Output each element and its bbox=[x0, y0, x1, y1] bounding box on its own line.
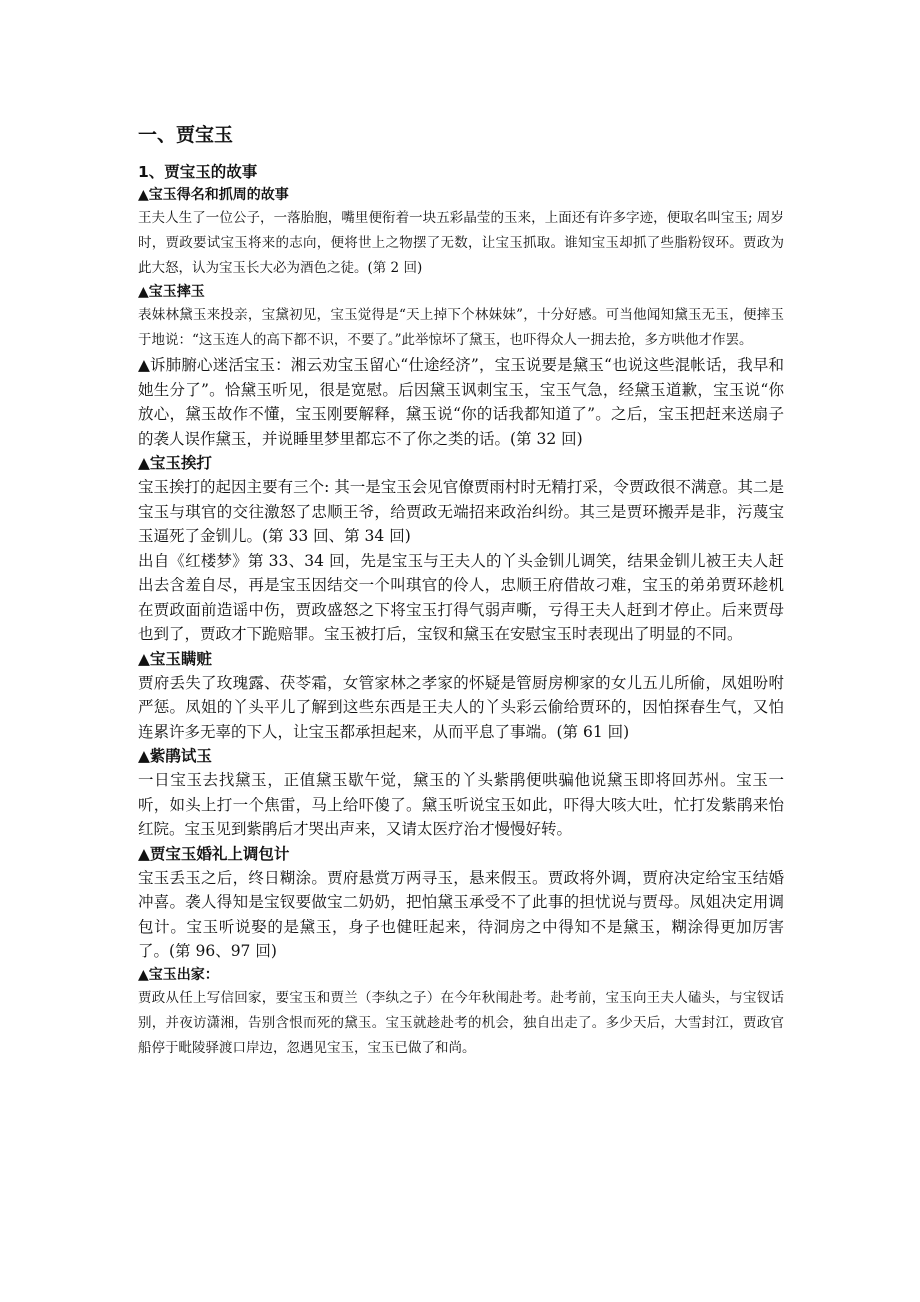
paragraph-wedding-switch: 宝玉丢玉之后，终日糊涂。贾府悬赏万两寻玉，悬来假玉。贾政将外调，贾府决定给宝玉结婚冲喜。袭人得知是宝钗要做宝二奶奶，把怕黛玉承受不了此事的担忧说与贾母。凤姐决定用调包计。宝玉听说娶的是黛玉，身子也健旺起来，待洞房之中得知不是黛玉，糊涂得更加厉害了。(第 96、97 回) bbox=[138, 868, 784, 960]
paragraph-becomes-monk: 贾政从任上写信回家，要宝玉和贾兰（李纨之子）在今年秋闱赴考。赴考前，宝玉向王夫人磕头，与宝钗话别，并夜访潇湘，告别含恨而死的黛玉。宝玉就趁赴考的机会，独自出走了。多少天后，大雪封江，贾政官船停于毗陵驿渡口岸边，忽遇见宝玉，宝玉已做了和尚。 bbox=[138, 989, 784, 1056]
paragraph-smash-jade: 表妹林黛玉来投亲，宝黛初见，宝玉觉得是“天上掉下个林妹妹”，十分好感。可当他闻知黛玉无玉，便摔玉于地说：“这玉连人的高下都不识，不要了。”此举惊坏了黛玉，也吓得众人一拥去抢，多方哄他才作罢。 bbox=[138, 307, 784, 348]
heading-becomes-monk: ▲宝玉出家： bbox=[138, 966, 219, 983]
subsection-title: 1、贾宝玉的故事 bbox=[138, 163, 258, 181]
heading-naming-story: ▲宝玉得名和抓周的故事 bbox=[138, 187, 289, 203]
paragraph-beating-details: 出自《红楼梦》第 33、34 回，先是宝玉与王夫人的丫头金钏儿调笑，结果金钏儿被王夫人赶出去含羞自尽，再是宝玉因结交一个叫琪官的伶人，忠顺王府借故刁难，宝玉的弟弟贾环趁机在贾政面前造谣中伤，贾政盛怒之下将宝玉打得气弱声嘶，亏得王夫人赶到才停止。后来贾母也到了，贾政才下跪赔罪。宝玉被打后，宝钗和黛玉在安慰宝玉时表现出了明显的不同。 bbox=[138, 551, 784, 643]
paragraph-naming-story: 王夫人生了一位公子，一落胎胞，嘴里便衔着一块五彩晶莹的玉来，上面还有许多字迹，便取名叫宝玉; 周岁时，贾政要试宝玉将来的志向，便将世上之物摆了无数，让宝玉抓取。谁知宝玉却抓了些脂粉钗环。贾政为此大怒，认为宝玉长大必为酒色之徒。(第 2 回) bbox=[138, 210, 784, 276]
heading-zijuan-test: ▲紫鹃试玉 bbox=[138, 747, 212, 765]
paragraph-conceal-theft: 贾府丢失了玫瑰露、茯苓霜，女管家林之孝家的怀疑是管厨房柳家的女儿五儿所偷，凤姐吩咐严惩。凤姐的丫头平儿了解到这些东西是王夫人的丫头彩云偷给贾环的，因怕探春生气，又怕连累许多无辜的下人，让宝玉都承担起来，从而平息了事端。(第 61 回) bbox=[138, 673, 784, 741]
heading-smash-jade: ▲宝玉摔玉 bbox=[138, 284, 205, 300]
heading-conceal-theft: ▲宝玉瞒赃 bbox=[138, 649, 212, 668]
heading-beating: ▲宝玉挨打 bbox=[138, 454, 212, 472]
section-title: 一、贾宝玉 bbox=[138, 124, 234, 146]
paragraph-beating-causes: 宝玉挨打的起因主要有三个: 其一是宝玉会见官僚贾雨村时无精打采，令贾政很不满意。其二是宝玉与琪官的交往激怒了忠顺王爷，给贾政无端招来政治纠纷。其三是贾环搬弄是非，污蔑宝玉逼死了金钏儿。(第 33 回、第 34 回) bbox=[138, 478, 784, 545]
paragraph-zijuan-test: 一日宝玉去找黛玉，正值黛玉歇午觉，黛玉的丫头紫鹃便哄骗他说黛玉即将回苏州。宝玉一听，如头上打一个焦雷，马上给吓傻了。黛玉听说宝玉如此，吓得大咳大吐，忙打发紫鹃来怡红院。宝玉见到紫鹃后才哭出声来，又请太医疗治才慢慢好转。 bbox=[138, 771, 784, 838]
document-page bbox=[138, 120, 784, 1061]
paragraph-heartfelt-confession: ▲诉肺腑心迷活宝玉：湘云劝宝玉留心“仕途经济”，宝玉说要是黛玉“也说这些混帐话，我早和她生分了”。恰黛玉听见，很是宽慰。后因黛玉讽刺宝玉，宝玉气急，经黛玉道歉，宝玉说“你放心，黛玉故作不懂，宝玉刚要解释，黛玉说“你的话我都知道了”。之后，宝玉把赶来送扇子的袭人误作黛玉，并说睡里梦里都忘不了你之类的话。(第 32 回) bbox=[138, 356, 784, 448]
heading-wedding-switch: ▲贾宝玉婚礼上调包计 bbox=[138, 844, 290, 863]
